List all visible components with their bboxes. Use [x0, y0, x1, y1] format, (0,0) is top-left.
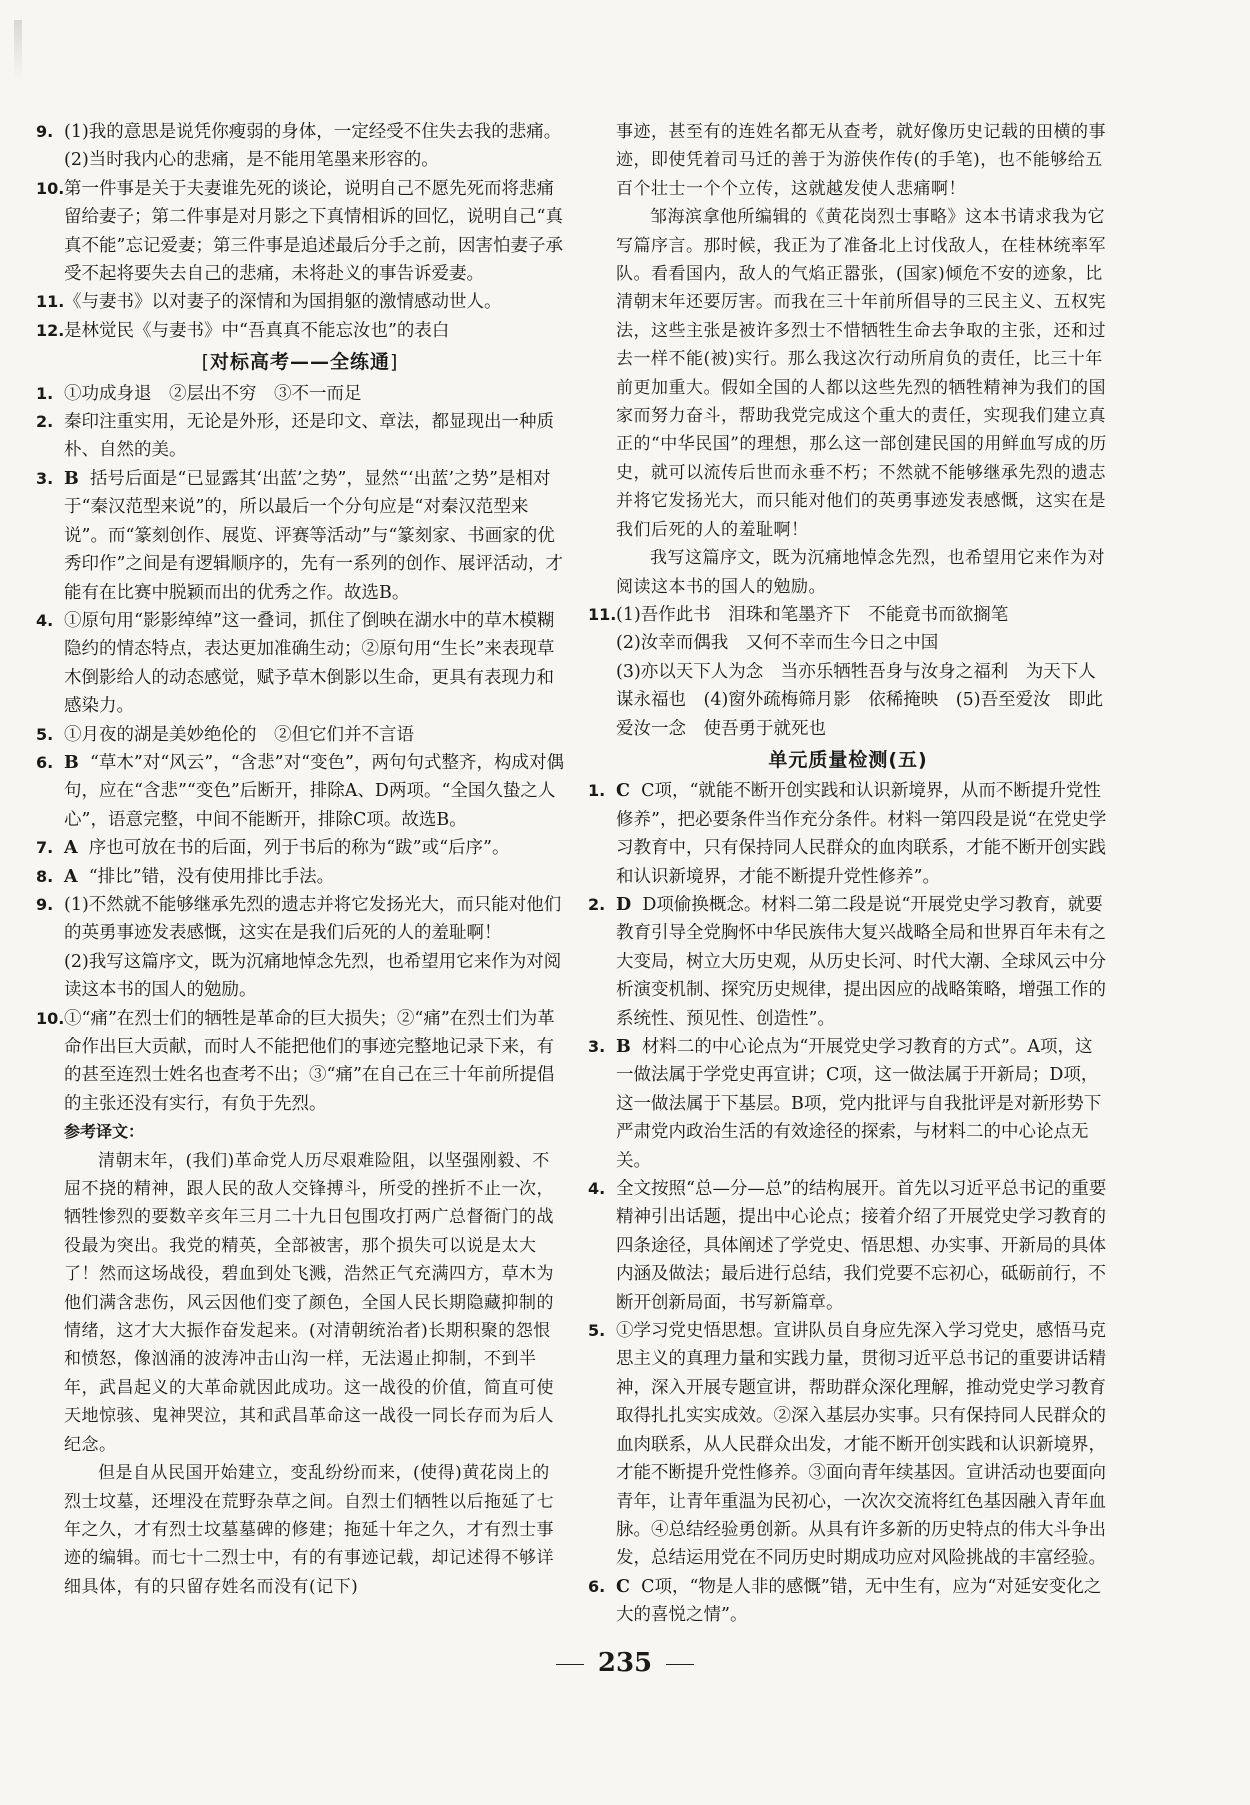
choice-label: C — [616, 781, 630, 802]
item-number: 5. — [36, 724, 54, 744]
answer-item — [36, 834, 564, 862]
answer-text: ①功成身退 ②层出不穷 ③不一而足 — [64, 383, 362, 404]
answer-item — [588, 1317, 1108, 1573]
translation-paragraph: 但是自从民国开始建立，变乱纷纷而来，(使得)黄花岗上的烈士坟墓，还埋没在荒野杂草之间。自烈士们牺牲以后拖延了七年之久，才有烈士坟墓墓碑的修建；拖延十年之久，才有烈士事迹的编辑。而七十二烈士中，有的有事迹记载，却记述得不够详细具体，有的只留存姓名而没有(记下) — [64, 1463, 554, 1597]
choice-label: C — [616, 1576, 630, 1597]
answer-text — [64, 834, 564, 862]
translation-paragraph: 事迹，甚至有的连姓名都无从查考，就好像历史记载的田横的事迹，即使凭着司马迁的善于为游侠作传(的手笔)，也不能够给五百个壮士一个个立传，这就越发使人悲痛啊！ — [616, 122, 1106, 199]
answer-item — [588, 891, 1108, 1033]
answer-item — [36, 380, 564, 408]
explanation: 序也可放在书的后面，列于书后的称为“跋”或“后序”。 — [88, 838, 510, 859]
section-heading-text: 单元质量检测(五) — [768, 748, 928, 771]
item-number: 10. — [36, 1008, 65, 1028]
answer-text: 第一件事是关于夫妻谁先死的谈论，说明自己不愿先死而将悲痛留给妻子；第二件事是对月影之下真情相诉的回忆，说明自己“真真不能”忘记爱妻；第三件事是追述最后分手之前，因害怕妻子承受不起将要失去自己的悲痛，未将赴义的事告诉爱妻。 — [64, 178, 563, 285]
explanation: C项，“就能不断开创实践和认识新境界，从而不断提升党性修养”，把必要条件当作充分条件。材料一第四段是说“在党史学习教育中，只有保持同人民群众的血肉联系，才能不断开创实践和认识新境界，才能不断提升党性修养”。 — [616, 781, 1107, 887]
answer-text — [616, 1033, 1108, 1175]
answer-text: ①“痛”在烈士们的牺牲是革命的巨大损失；②“痛”在烈士们为革命作出巨大贡献，而时人不能把他们的事迹完整地记录下来，有的甚至连烈士姓名也查考不出；③“痛”在自己在三十年前所提倡的主张还没有实行，有负于先烈。 — [64, 1008, 555, 1114]
choice-label: B — [616, 1037, 631, 1057]
left-column — [36, 118, 564, 1601]
item-number: 1. — [588, 781, 606, 801]
item-number: 12. — [36, 320, 65, 340]
answer-text: 全文按照“总—分—总”的结构展开。首先以习近平总书记的重要精神引出话题，提出中心论点；接着介绍了开展党史学习教育的四条途径，具体阐述了学党史、悟思想、办实事、开新局的具体内涵及做法；最后进行总结，我们党要不忘初心，砥砺前行，不断开创新局面，书写新篇章。 — [616, 1179, 1107, 1313]
answer-item — [36, 118, 564, 175]
translation-paragraph: 清朝末年，(我们)革命党人历尽艰难险阻，以坚强刚毅、不屈不挠的精神，跟人民的敌人交锋搏斗，所受的挫折不止一次，牺牲惨烈的要数辛亥年三月二十九日包围攻打两广总督衙门的战役最为突出。我党的精英，全部被害，那个损失可以说是太大了！然而这场战役，碧血到处飞溅，浩然正气充满四方，草木为他们满含悲伤，风云因他们变了颜色，全国人民长期隐藏抑制的情绪，这才大大振作奋发起来。(对清朝统治者)长期积聚的怨恨和愤怒，像汹涌的波涛冲击山沟一样，无法遏止抑制，不到半年，武昌起义的大革命就因此成功。这一战役的价值，简直可使天地惊骇、鬼神哭泣，其和武昌革命这一战役一同长存而为后人纪念。 — [64, 1150, 554, 1455]
answer-item — [36, 721, 564, 749]
answer-item — [36, 1005, 564, 1119]
answer-item — [588, 777, 1108, 891]
answer-line: (2)当时我内心的悲痛，是不能用笔墨来形容的。 — [64, 150, 439, 171]
answer-item — [588, 1175, 1108, 1317]
explanation: D项偷换概念。材料二第二段是说“开展党史学习教育，就要教育引导全党胸怀中华民族伟大复兴战略全局和世界百年未有之大变局，树立大历史观，从历史长河、时代大潮、全球风云中分析演变机制、探究历史规律，提出因应的战略策略，增强工作的系统性、预见性、创造性”。 — [616, 894, 1106, 1029]
answer-item — [588, 1573, 1108, 1630]
item-number: 9. — [36, 122, 54, 141]
item-number: 10. — [36, 178, 65, 198]
explanation: 材料二的中心论点为“开展党史学习教育的方式”。A项，这一做法属于学党史再宣讲；C项，这一做法属于开新局；D项，这一做法属于下基层。B项，党内批评与自我批评是对新形势下严肃党内政治生活的有效途径的探索，与材料二的中心论点无关。 — [616, 1037, 1102, 1171]
answer-text: ①原句用“影影绰绰”这一叠词，抓住了倒映在湖水中的草木模糊隐约的情态特点，表达更加准确生动；②原句用“生长”来表现草木倒影给人的动态感觉，赋予草木倒影以生命，更具有表现力和感染力。 — [64, 610, 555, 717]
item-number: 2. — [36, 412, 54, 432]
answer-item — [36, 408, 564, 465]
answer-item — [588, 1033, 1108, 1175]
translation-paragraph: 邹海滨拿他所编辑的《黄花岗烈士事略》这本书请求我为它写篇序言。那时候，我正为了准备北上讨伐敌人，在桂林统率军队。看看国内，敌人的气焰正嚣张，(国家)倾危不安的迹象，比清朝末年还要厉害。而我在三十年前所倡导的三民主义、五权宪法，这些主张是被许多烈士不惜牺牲生命去争取的主张，还和过去一样不能(被)实行。那么我这次行动所肩负的责任，比三十年前更加重大。假如全国的人都以这些先烈的牺牲精神为我们的国家而努力奋斗，帮助我党完成这个重大的责任，实现我们建立真正的“中华民国”的理想，那么这一部创建民国的用鲜血写成的历史，就可以流传后世而永垂不朽；不然就不能够继承先烈的遗志并将它发扬光大，而只能对他们的英勇事迹发表感慨，这实在是我们后死的人的羞耻啊！ — [616, 207, 1107, 540]
item-number: 8. — [36, 866, 54, 886]
item-number: 7. — [36, 838, 54, 858]
page-number-text: 235 — [597, 1648, 653, 1678]
answer-text: ①学习党史悟思想。宣讲队员自身应先深入学习党史，感悟马克思主义的真理力量和实践力量，贯彻习近平总书记的重要讲话精神，深入开展专题宣讲，帮助群众深化理解，推动党史学习教育取得扎扎实实成效。②深入基层办实事。只有保持同人民群众的血肉联系，从人民群众出发，才能不断开创实践和认识新境界，才能不断提升党性修养。③面向青年续基因。宣讲活动也要面向青年，让青年重温为民初心，一次次交流将红色基因融入青年血脉。④总结经验勇创新。从具有许多新的历史特点的伟大斗争出发，总结运用党在不同历史时期成功应对风险挑战的丰富经验。 — [616, 1321, 1106, 1569]
answer-text: 是林觉民《与妻书》中“吾真真不能忘汝也”的表白 — [64, 320, 450, 341]
answer-item — [36, 863, 564, 891]
answer-text — [616, 777, 1108, 891]
answer-text — [616, 891, 1108, 1033]
choice-label: D — [616, 894, 632, 915]
explanation: C项，“物是人非的感慨”错，无中生有，应为“对延安变化之大的喜悦之情”。 — [616, 1576, 1102, 1626]
answer-line: (2)我写这篇序文，既为沉痛地悼念先烈，也希望用它来作为对阅读这本书的国人的勉励。 — [64, 951, 562, 1001]
answer-text: ①月夜的湖是美妙绝伦的 ②但它们并不言语 — [64, 724, 414, 745]
page-number — [0, 1648, 1250, 1678]
translation-label: 参考译文： — [64, 1122, 145, 1142]
dash-right — [666, 1664, 694, 1665]
section-heading-text: 对标高考——全练通 — [209, 351, 390, 374]
item-number: 3. — [588, 1037, 606, 1056]
answer-line: (2)汝幸而偶我 又何不幸而生今日之中国 — [616, 633, 939, 654]
right-column — [588, 118, 1108, 1630]
answer-text — [64, 749, 564, 834]
answer-line: (3)亦以天下人为念 当亦乐牺牲吾身与汝身之福利 为天下人谋永福也 (4)窗外疏梅筛月影 依稀掩映 (5)吾至爱汝 即此爱汝一念 使吾勇于就死也 — [616, 661, 1104, 739]
choice-label: A — [64, 866, 78, 887]
item-number: 6. — [588, 1576, 606, 1596]
answer-text: 秦印注重实用，无论是外形，还是印文、章法，都显现出一种质朴、自然的美。 — [64, 412, 554, 461]
item-number: 3. — [36, 468, 54, 488]
translation-paragraph: 我写这篇序文，既为沉痛地悼念先烈，也希望用它来作为对阅读这本书的国人的勉励。 — [616, 548, 1105, 597]
explanation: 括号后面是“已显露其‘出蓝’之势”，显然“‘出蓝’之势”是相对于“秦汉范型来说”的，所以最后一个分句应是“对秦汉范型来说”。而“篆刻创作、展览、评赛等活动”与“篆刻家、书画家的优秀印作”之间是有逻辑顺序的，先有一系列的创作、展评活动，才能有在比赛中脱颖而出的优秀之作。故选B。 — [64, 468, 563, 603]
answer-item — [36, 749, 564, 834]
choice-label: B — [64, 752, 79, 773]
answer-text — [616, 1573, 1108, 1630]
choice-label: B — [64, 468, 79, 489]
item-number: 1. — [36, 383, 54, 403]
item-number: 4. — [36, 610, 54, 630]
section-heading — [36, 348, 564, 376]
answer-item — [36, 891, 564, 1005]
item-number: 9. — [36, 894, 54, 914]
answer-line: (1)吾作此书 泪珠和笔墨齐下 不能竟书而欲搁笔 — [616, 604, 1009, 625]
explanation: “草木”对“风云”，“含悲”对“变色”，两句句式整齐，构成对偶句，应在“含悲”“变色”后断开，排除A、D两项。“全国久蛰之人心”，语意完整，中间不能断开，排除C项。故选B。 — [64, 752, 565, 830]
page-edge-shadow — [14, 20, 22, 80]
item-number: 5. — [588, 1321, 606, 1341]
explanation: “排比”错，没有使用排比手法。 — [88, 866, 335, 887]
answer-item — [36, 607, 564, 721]
section-heading — [588, 746, 1108, 774]
answer-item — [36, 175, 564, 289]
answer-item — [588, 601, 1108, 743]
answer-item — [36, 288, 564, 316]
choice-label: A — [64, 838, 78, 859]
item-number: 4. — [588, 1179, 606, 1199]
item-number: 2. — [588, 894, 606, 914]
answer-text — [64, 863, 564, 891]
answer-line: (1)不然就不能够继承先烈的遗志并将它发扬光大，而只能对他们的英勇事迹发表感慨，这实在是我们后死的人的羞耻啊！ — [64, 894, 562, 944]
dash-left — [556, 1664, 584, 1665]
answer-text — [64, 465, 564, 607]
answer-item — [36, 465, 564, 607]
answer-item — [36, 317, 564, 345]
item-number: 11. — [588, 604, 617, 624]
item-number: 11. — [36, 292, 65, 312]
answer-line: (1)我的意思是说凭你瘦弱的身体，一定经受不住失去我的悲痛。 — [64, 122, 562, 142]
answer-text: 《与妻书》以对妻子的深情和为国捐躯的激情感动世人。 — [64, 292, 502, 313]
item-number: 6. — [36, 752, 54, 772]
